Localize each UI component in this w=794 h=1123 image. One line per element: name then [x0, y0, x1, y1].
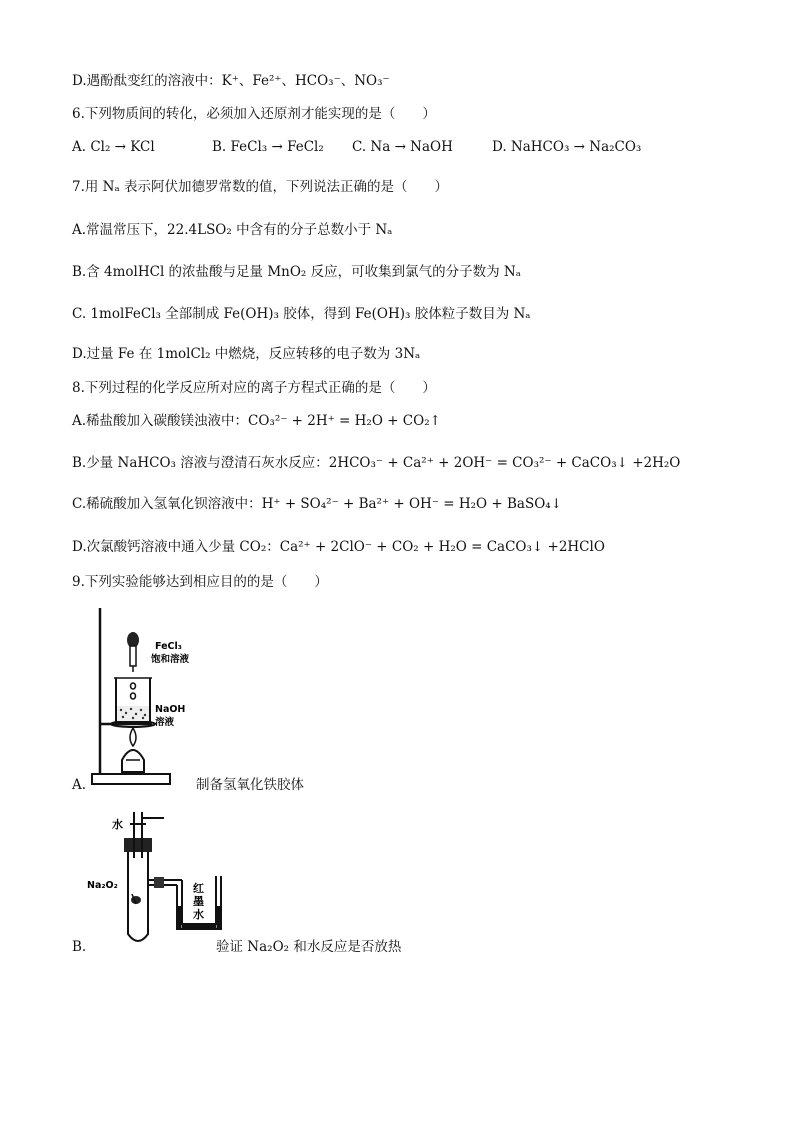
- q8-option-b: B.少量 NaHCO₃ 溶液与澄清石灰水反应：2HCO₃⁻ + Ca²⁺ + 2OH⁻ = CO₃²⁻ + CaCO₃↓ +2H₂O: [72, 455, 681, 471]
- label-na2o2: Na₂O₂: [87, 880, 118, 891]
- q8-option-d: D.次氯酸钙溶液中通入少量 CO₂：Ca²⁺ + 2ClO⁻ + CO₂ + H₂O = CaCO₃↓ +2HClO: [72, 539, 605, 555]
- figure-a-apparatus: [88, 600, 198, 790]
- q7-option-b: B.含 4molHCl 的浓盐酸与足量 MnO₂ 反应，可收集到氯气的分子数为 Nₐ: [72, 264, 521, 280]
- q7-option-d: D.过量 Fe 在 1molCl₂ 中燃烧，反应转移的电子数为 3Nₐ: [72, 346, 421, 362]
- q9-stem: 9.下列实验能够达到相应目的的是（ ）: [72, 574, 328, 590]
- label-naoh: NaOH: [155, 704, 186, 715]
- label-red-1: 红: [193, 882, 204, 895]
- q8-option-c: C.稀硫酸加入氢氧化钡溶液中：H⁺ + SO₄²⁻ + Ba²⁺ + OH⁻ = H₂O + BaSO₄↓: [72, 496, 563, 512]
- figure-a-letter: A.: [72, 777, 87, 793]
- figure-b-caption: 验证 Na₂O₂ 和水反应是否放热: [216, 939, 402, 955]
- figure-b-letter: B.: [72, 939, 87, 955]
- label-fecl3: FeCl₃: [155, 641, 182, 652]
- q6-option-d: D. NaHCO₃ → Na₂CO₃: [492, 139, 642, 155]
- q6-option-c: C. Na → NaOH: [352, 139, 453, 155]
- q7-stem: 7.用 Nₐ 表示阿伏加德罗常数的值，下列说法正确的是（ ）: [72, 179, 448, 195]
- q6-option-b: B. FeCl₃ → FeCl₂: [212, 139, 324, 155]
- figure-a-caption: 制备氢氧化铁胶体: [196, 777, 304, 793]
- q8-option-a: A.稀盐酸加入碳酸镁浊液中：CO₃²⁻ + 2H⁺ = H₂O + CO₂↑: [72, 413, 441, 429]
- label-red-3: 水: [193, 908, 204, 921]
- label-water: 水: [112, 818, 123, 831]
- q7-option-c: C. 1molFeCl₃ 全部制成 Fe(OH)₃ 胶体，得到 Fe(OH)₃ 胶体粒子数目为 Nₐ: [72, 306, 531, 322]
- figure-b-apparatus: [84, 808, 234, 948]
- q8-stem: 8.下列过程的化学反应所对应的离子方程式正确的是（ ）: [72, 380, 436, 396]
- label-red-2: 墨: [193, 895, 204, 908]
- q6-stem: 6.下列物质间的转化，必须加入还原剂才能实现的是（ ）: [72, 106, 436, 122]
- q6-option-a: A. Cl₂ → KCl: [72, 139, 155, 155]
- label-solution: 溶液: [155, 717, 175, 728]
- label-saturated-solution: 饱和溶液: [151, 654, 190, 665]
- q7-option-a: A.常温常压下，22.4LSO₂ 中含有的分子总数小于 Nₐ: [72, 222, 393, 238]
- q5-option-d: D.遇酚酞变红的溶液中：K⁺、Fe²⁺、HCO₃⁻、NO₃⁻: [72, 73, 390, 89]
